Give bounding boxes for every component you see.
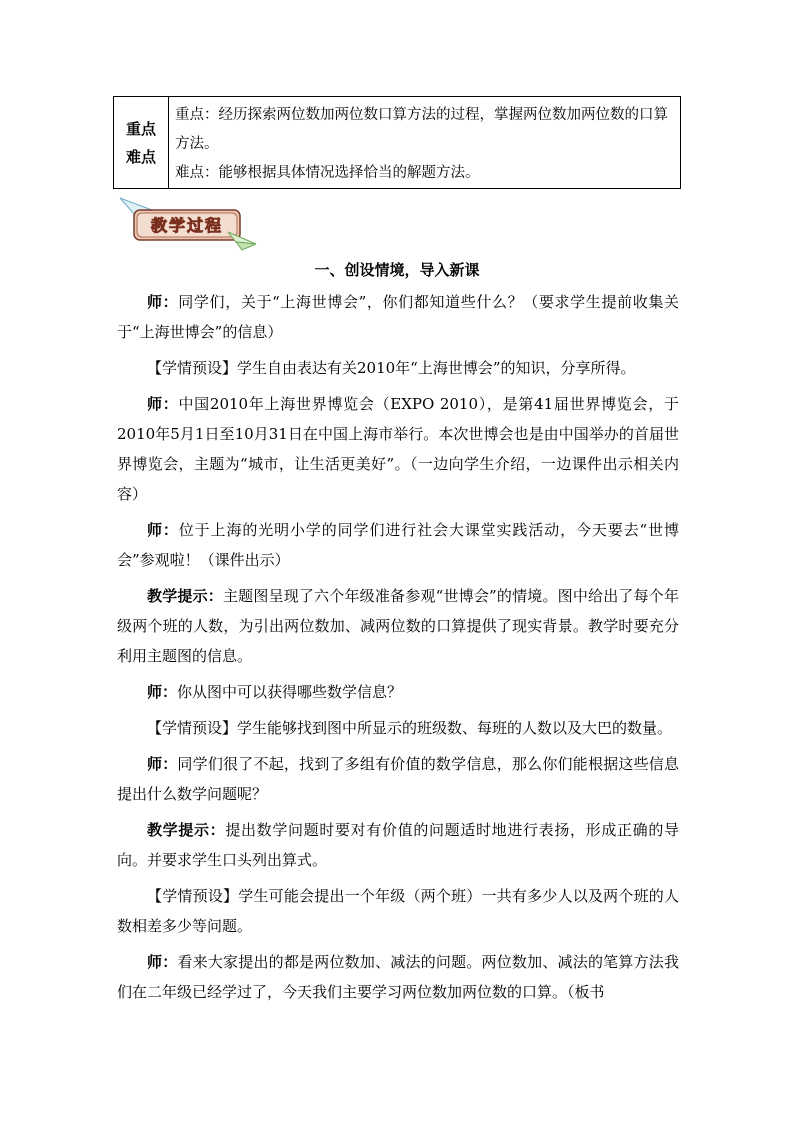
key-point-text: 重点：经历探索两位数加两位数口算方法的过程，掌握两位数加两位数的口算方法。	[175, 107, 668, 152]
paragraph-text: 提出数学问题时要对有价值的问题适时地进行表扬，形成正确的导向。并要求学生口头列出算式。	[117, 821, 679, 869]
paragraph	[117, 287, 679, 347]
speaker: 师：	[147, 521, 179, 539]
section-title: 一、创设情境，导入新课	[314, 261, 480, 279]
header-key: 重点	[125, 119, 156, 138]
paragraph	[117, 515, 679, 575]
paragraph-text: 【学情预设】学生可能会提出一个年级（两个班）一共有多少人以及两个班的人数相差多少等问题。	[117, 887, 679, 935]
teaching-tip-label: 教学提示：	[147, 821, 226, 839]
speaker: 师：	[147, 755, 178, 773]
paragraph	[117, 815, 679, 875]
paragraph-text: 主题图呈现了六个年级准备参观“世博会”的情境。图中给出了每个年级两个班的人数，为引出两位数加、减两位数的口算提供了现实背景。教学时要充分利用主题图的信息。	[117, 587, 679, 665]
paragraph-text: 同学们，关于“上海世博会”，你们都知道些什么？（要求学生提前收集关于“上海世博会”的信息）	[117, 293, 679, 341]
paragraph-text: 位于上海的光明小学的同学们进行社会大课堂实践活动，今天要去“世博会”参观啦！（课件出示）	[117, 521, 679, 569]
badge-label: 教学过程	[150, 216, 224, 235]
paper-plane-icon	[118, 192, 258, 252]
teaching-process-badge	[118, 192, 258, 252]
paragraph-text: 看来大家提出的都是两位数加、减法的问题。两位数加、减法的笔算方法我们在二年级已经学过了，今天我们主要学习两位数加两位数的口算。（板书	[117, 953, 679, 1001]
paragraph-text: 中国2010年上海世界博览会（EXPO 2010），是第41届世界博览会，于2010年5月1日至10月31日在中国上海市举行。本次世博会也是由中国举办的首届世界博览会，主题为“城市，让生活更美好”。（一边向学生介绍，一边课件出示相关内容）	[117, 395, 679, 503]
paragraph	[117, 947, 679, 1007]
speaker: 师：	[147, 395, 179, 413]
paragraph-text: 同学们很了不起，找到了多组有价值的数学信息，那么你们能根据这些信息提出什么数学问题呢？	[117, 755, 679, 803]
paragraph	[117, 749, 679, 809]
paragraph	[117, 713, 679, 743]
paragraph	[117, 881, 679, 941]
paragraph	[117, 677, 679, 707]
speaker: 师：	[147, 683, 178, 701]
paragraph-text: 你从图中可以获得哪些数学信息？	[177, 683, 403, 701]
paragraph-text: 【学情预设】学生能够找到图中所显示的班级数、每班的人数以及大巴的数量。	[147, 719, 673, 737]
paragraph	[117, 389, 679, 509]
key-points-header	[114, 97, 169, 188]
key-points-table	[113, 96, 681, 189]
header-difficult: 难点	[125, 147, 156, 166]
teaching-tip-label: 教学提示：	[147, 587, 223, 605]
key-points-body	[169, 97, 680, 188]
speaker: 师：	[147, 293, 179, 311]
paragraph	[117, 353, 679, 383]
difficult-point-text: 难点：能够根据具体情况选择恰当的解题方法。	[175, 165, 480, 181]
lesson-content	[117, 287, 679, 1013]
paragraph-text: 【学情预设】学生自由表达有关2010年“上海世博会”的知识，分享所得。	[147, 359, 636, 377]
speaker: 师：	[147, 953, 178, 971]
paragraph	[117, 581, 679, 671]
